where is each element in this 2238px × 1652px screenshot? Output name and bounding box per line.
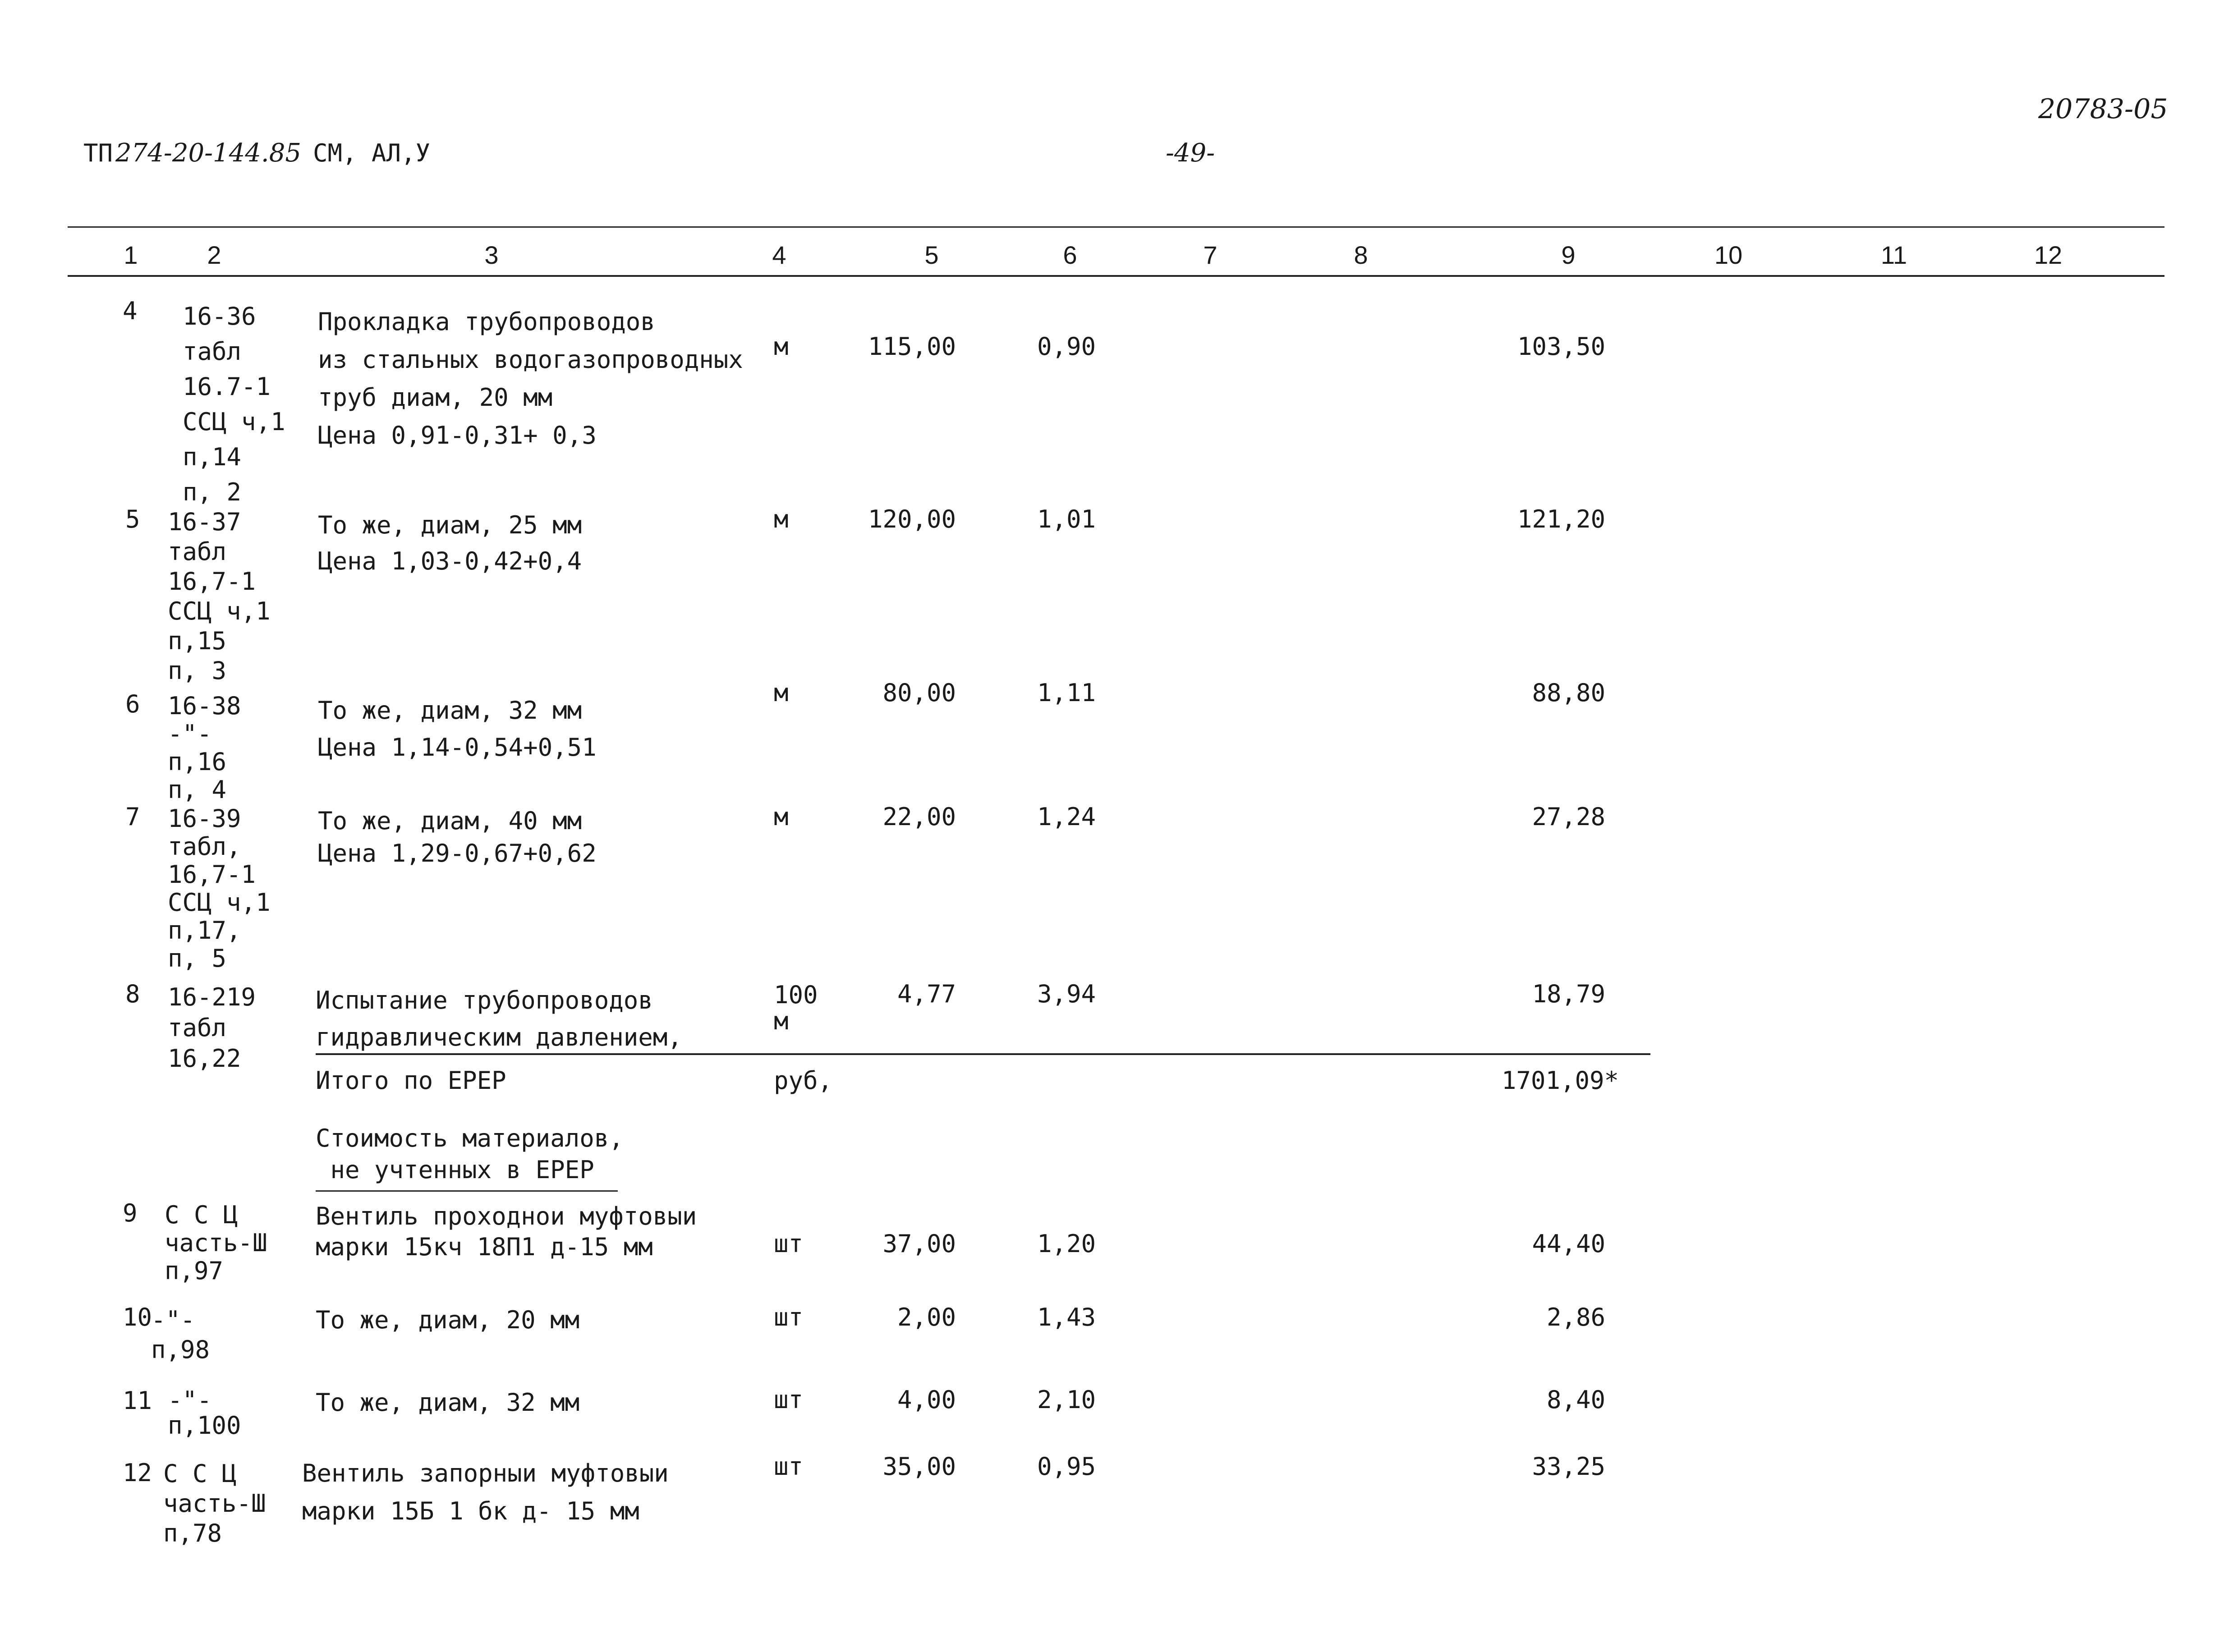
row-total: 103,50 [1517, 332, 1605, 361]
row-quantity: 80,00 [882, 679, 956, 707]
document-stamp: 20783-05 [2038, 93, 2168, 125]
document-reference [83, 138, 431, 168]
row-description: То же, диам, 20 мм [316, 1306, 580, 1334]
row-code: 16-37 табл 16,7-1 ССЦ ч,1 п,15 п, 3 [168, 508, 271, 685]
col-header-12: 12 [2034, 241, 2063, 269]
row-description: То же, диам, 25 мм Цена 1,03-0,42+0,4 [318, 511, 582, 575]
row-unit-price: 1,24 [1037, 803, 1096, 831]
row-description: То же, диам, 40 мм Цена 1,29-0,67+0,62 [318, 807, 597, 867]
row-code: С С Ц часть-Ш п,78 [163, 1459, 266, 1547]
col-header-7: 7 [1203, 241, 1218, 269]
row-quantity: 115,00 [868, 332, 956, 361]
col-header-3: 3 [484, 241, 499, 269]
subtotal-label: Итого по ЕРЕР [316, 1066, 506, 1095]
row-total: 121,20 [1517, 505, 1605, 533]
row-unit: м [774, 679, 789, 707]
col-header-4: 4 [772, 241, 786, 269]
row-quantity: 22,00 [882, 803, 956, 831]
doc-ref-suffix: СМ, АЛ,У [312, 139, 431, 167]
row-number: 9 [123, 1199, 138, 1227]
row-quantity: 37,00 [882, 1230, 956, 1258]
row-code: 16-39 табл, 16,7-1 ССЦ ч,1 п,17, п, 5 [168, 804, 271, 973]
row-description: То же, диам, 32 мм Цена 1,14-0,54+0,51 [318, 696, 597, 762]
row-description: То же, диам, 32 мм [316, 1388, 580, 1417]
row-unit-price: 1,01 [1037, 505, 1096, 533]
row-number: 4 [123, 297, 138, 325]
row-code: -"- п,100 [168, 1386, 241, 1440]
row-total: 8,40 [1546, 1386, 1605, 1414]
row-number: 5 [125, 505, 140, 533]
row-unit-price: 0,95 [1037, 1452, 1096, 1481]
row-quantity: 35,00 [882, 1452, 956, 1481]
row-quantity: 2,00 [897, 1303, 956, 1331]
table-header-rule [68, 275, 2164, 277]
table-top-rule [68, 226, 2164, 228]
subtotal-rule [316, 1053, 1650, 1055]
row-quantity: 4,77 [897, 980, 956, 1008]
row-code: 16-219 табл 16,22 [168, 983, 256, 1073]
row-number: 8 [125, 980, 140, 1008]
row-unit: шт [774, 1303, 804, 1331]
subtotal-unit: руб, [774, 1066, 833, 1095]
row-unit: шт [774, 1230, 804, 1258]
col-header-1: 1 [124, 241, 138, 269]
row-unit: шт [774, 1452, 804, 1481]
row-unit-price: 1,43 [1037, 1303, 1096, 1331]
row-total: 18,79 [1532, 980, 1605, 1008]
row-description: Вентиль запорныи муфтовыи марки 15Б 1 бк д- 15 мм [302, 1459, 669, 1525]
row-description: Вентиль проходнои муфтовыи марки 15кч 18П1 д-15 мм [316, 1202, 697, 1261]
row-total: 88,80 [1532, 679, 1605, 707]
row-number: 12 [123, 1459, 152, 1487]
row-number: 7 [125, 803, 140, 831]
row-number: 11 [123, 1386, 152, 1415]
row-unit-price: 1,20 [1037, 1230, 1096, 1258]
col-header-5: 5 [924, 241, 939, 269]
row-code: 16-38 -"- п,16 п, 4 [168, 692, 241, 804]
row-code: С С Ц часть-Ш п,97 [165, 1201, 267, 1285]
row-unit: 100 м [774, 981, 818, 1035]
row-unit: м [774, 505, 789, 533]
row-code: -"- п,98 [151, 1306, 210, 1364]
row-unit-price: 2,10 [1037, 1386, 1096, 1414]
row-number: 10 [123, 1303, 152, 1331]
row-description: Прокладка трубопроводов из стальных водогазопроводных труб диам, 20 мм Цена 0,91-0,31+ 0,3 [318, 307, 743, 450]
row-number: 6 [125, 690, 140, 718]
row-quantity: 120,00 [868, 505, 956, 533]
doc-ref-prefix: ТП [83, 139, 113, 167]
row-unit-price: 1,11 [1037, 679, 1096, 707]
col-header-11: 11 [1880, 241, 1907, 269]
row-description: Испытание трубопроводов гидравлическим давлением, [316, 986, 682, 1051]
row-total: 2,86 [1546, 1303, 1605, 1331]
materials-note: Стоимость материалов, не учтенных в ЕРЕР [316, 1124, 624, 1184]
row-unit-price: 0,90 [1037, 332, 1096, 361]
row-unit: м [774, 332, 789, 361]
row-quantity: 4,00 [897, 1386, 956, 1414]
page-number: -49- [1166, 138, 1215, 168]
col-header-9: 9 [1561, 241, 1576, 269]
col-header-8: 8 [1354, 241, 1368, 269]
col-header-6: 6 [1063, 241, 1077, 269]
row-unit: шт [774, 1386, 804, 1414]
subtotal-total: 1701,09* [1501, 1066, 1619, 1095]
col-header-10: 10 [1714, 241, 1743, 269]
row-total: 33,25 [1532, 1452, 1605, 1481]
row-code: 16-36 табл 16.7-1 ССЦ ч,1 п,14 п, 2 [183, 302, 285, 506]
materials-note-rule [316, 1190, 618, 1192]
col-header-2: 2 [207, 241, 221, 269]
row-total: 27,28 [1532, 803, 1605, 831]
row-unit: м [774, 803, 789, 831]
row-total: 44,40 [1532, 1230, 1605, 1258]
doc-ref-number: 274-20-144.85 [115, 138, 301, 168]
row-unit-price: 3,94 [1037, 980, 1096, 1008]
